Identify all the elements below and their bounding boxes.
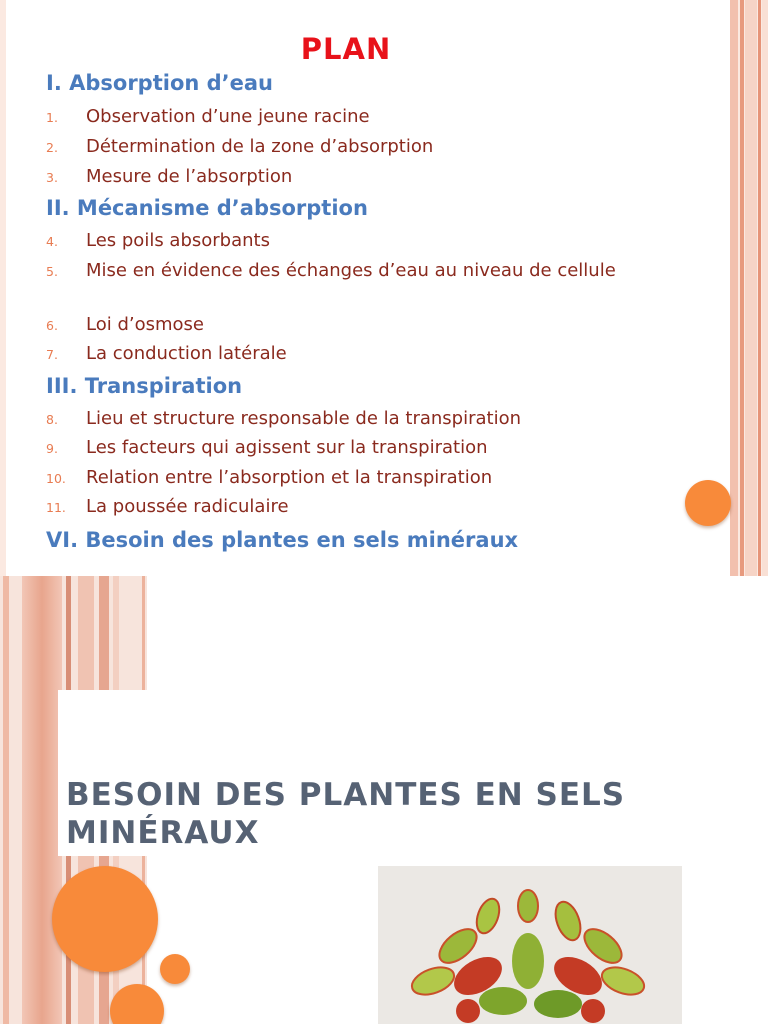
list-item: Loi d’osmose bbox=[86, 314, 204, 335]
venus-flytrap-photo bbox=[378, 866, 682, 1024]
list-item: Observation d’une jeune racine bbox=[86, 106, 370, 127]
slide-title-text: BESOIN DES PLANTES EN SELS MINÉRAUX bbox=[66, 777, 626, 851]
list-item: Mise en évidence des échanges d’eau au niveau de cellule bbox=[86, 260, 616, 281]
list-item: Relation entre l’absorption et la transpiration bbox=[86, 467, 493, 488]
section-heading-3: III. Transpiration bbox=[46, 374, 243, 398]
decorative-stripe bbox=[762, 0, 768, 576]
list-number: 11. bbox=[46, 500, 66, 515]
list-number: 10. bbox=[46, 471, 66, 486]
section-heading-2: II. Mécanisme d’absorption bbox=[46, 196, 368, 220]
list-number: 6. bbox=[46, 318, 58, 333]
decorative-orange-circle bbox=[52, 866, 158, 972]
list-number: 5. bbox=[46, 264, 58, 279]
list-item: Les poils absorbants bbox=[86, 230, 270, 251]
list-number: 9. bbox=[46, 441, 58, 456]
decorative-stripe bbox=[22, 576, 62, 1024]
list-item: Les facteurs qui agissent sur la transpiration bbox=[86, 437, 488, 458]
decorative-stripe bbox=[745, 0, 757, 576]
plant-illustration bbox=[378, 866, 682, 1024]
section-heading-4: VI. Besoin des plantes en sels minéraux bbox=[46, 528, 519, 552]
decorative-stripe bbox=[758, 0, 761, 576]
list-item: Mesure de l’absorption bbox=[86, 166, 293, 187]
decorative-stripe bbox=[730, 0, 738, 576]
decorative-orange-circle bbox=[685, 480, 731, 526]
list-item: Lieu et structure responsable de la transpiration bbox=[86, 408, 522, 429]
list-number: 3. bbox=[46, 170, 58, 185]
decorative-orange-circle bbox=[160, 954, 190, 984]
list-number: 7. bbox=[46, 347, 58, 362]
page-title: PLAN bbox=[300, 32, 392, 66]
list-item: La conduction latérale bbox=[86, 343, 287, 364]
section-heading-1: I. Absorption d’eau bbox=[46, 71, 274, 95]
list-item: La poussée radiculaire bbox=[86, 496, 289, 517]
list-number: 2. bbox=[46, 140, 58, 155]
list-number: 4. bbox=[46, 234, 58, 249]
decorative-stripe bbox=[3, 576, 9, 1024]
slide-title bbox=[0, 576, 768, 1024]
list-number: 1. bbox=[46, 110, 58, 125]
list-number: 8. bbox=[46, 412, 58, 427]
decorative-stripe bbox=[740, 0, 744, 576]
decorative-orange-circle bbox=[110, 984, 164, 1024]
list-item: Détermination de la zone d’absorption bbox=[86, 136, 434, 157]
